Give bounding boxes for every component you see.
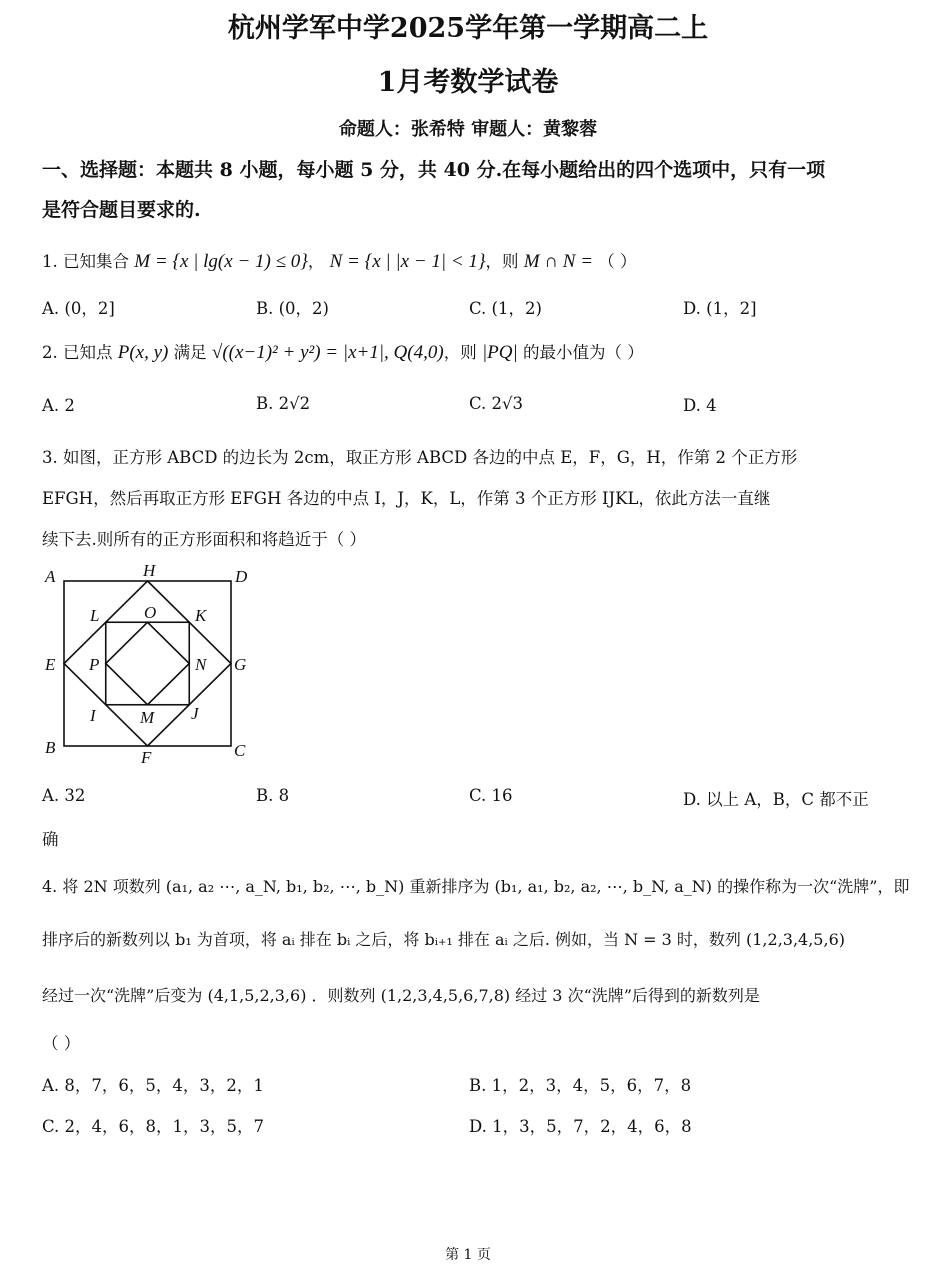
question-1-set-n: N = {x | |x − 1| < 1} [329,251,486,272]
question-2-option-d: D. 4 [683,396,717,415]
section-heading-line2: 是符合题目要求的. [42,199,201,221]
question-3-line1: 3. 如图，正方形 ABCD 的边长为 2cm，取正方形 ABCD 各边的中点 E，F，G，H，作第 2 个正方形 [42,448,798,467]
label-e: E [45,655,56,674]
label-a: A [45,567,56,586]
question-1-option-c: C. (1，2) [469,299,542,318]
question-4-line2: 排序后的新数列以 b₁ 为首项，将 aᵢ 排在 bᵢ 之后，将 bᵢ₊₁ 排在 aᵢ 之后. 例如，当 N = 3 时，数列 (1,2,3,4,5,6) [42,930,845,949]
question-4-option-d: D. 1，3，5，7，2，4，6，8 [469,1117,692,1136]
question-2-equation: √((x−1)² + y²) = |x+1|, Q(4,0) [211,342,444,363]
question-2-option-a: A. 2 [42,396,75,415]
question-3-option-c: C. 16 [469,786,513,805]
question-3-option-d: D. 以上 A，B，C 都不正 [683,790,869,809]
question-2-pq: |PQ| [481,342,518,363]
question-1-stem [42,248,637,273]
question-3-option-d-cont: 确 [42,830,59,849]
question-4-option-b: B. 1，2，3，4，5，6，7，8 [469,1076,692,1095]
nested-squares-figure [38,560,258,770]
question-3-line2: EFGH，然后再取正方形 EFGH 各边的中点 I，J，K，L，作第 3 个正方形 IJKL，依此方法一直继 [42,489,771,508]
question-2-prefix: 2. 已知点 [42,343,113,362]
question-4-line1: 4. 将 2N 项数列 (a₁, a₂ ⋯, a_N, b₁, b₂, ⋯, b_N) 重新排序为 (b₁, a₁, b₂, a₂, ⋯, b_N, a_N) 的操作称为一次“洗牌”，即 [42,877,910,896]
label-m: M [140,708,155,727]
question-3-line3: 续下去.则所有的正方形面积和将趋近于（ ） [42,530,366,549]
question-1-prefix: 1. 已知集合 [42,252,129,271]
question-4-line3: 经过一次“洗牌”后变为 (4,1,5,2,3,6) ．则数列 (1,2,3,4,5,6,7,8) 经过 3 次“洗牌”后得到的新数列是 [42,986,760,1005]
label-k: K [195,606,207,625]
page-number: 第 1 页 [445,1247,491,1263]
question-1-option-b: B. (0，2) [256,299,329,318]
question-2-suffix: 的最小值为（ ） [522,343,644,362]
question-4-option-c: C. 2，4，6，8，1，3，5，7 [42,1117,265,1136]
question-1-comma: ， [307,252,325,271]
question-1-expr: M ∩ N = [523,251,594,272]
square-mnop [106,622,190,705]
label-g: G [234,655,247,674]
label-l: L [90,606,100,625]
exam-authors: 命题人：张希特 审题人：黄黎蓉 [338,119,598,140]
label-j: J [191,704,199,723]
question-2-option-b: B. 2√2 [256,394,311,413]
question-2-stem [42,339,644,364]
label-i: I [90,706,96,725]
label-n: N [195,655,207,674]
label-h: H [143,561,156,580]
question-4-option-a: A. 8，7，6，5，4，3，2，1 [42,1076,264,1095]
question-2-cond: 满足 [173,343,207,362]
question-1-set-m: M = {x | lg(x − 1) ≤ 0} [134,251,308,272]
label-d: D [235,567,248,586]
section-heading-line1: 一、选择题：本题共 8 小题，每小题 5 分，共 40 分.在每小题给出的四个选项中，只有一项 [42,159,826,181]
label-b: B [45,738,56,757]
question-1-option-d: D. (1，2] [683,299,757,318]
question-1-paren: （ ） [598,252,637,271]
label-o: O [144,603,157,622]
question-2-then: ，则 [443,343,477,362]
question-2-option-c: C. 2√3 [469,394,524,413]
question-2-point: P(x, y) [117,342,169,363]
label-p: P [89,655,100,674]
exam-title-line1: 杭州学军中学2025学年第一学期高二上 [227,13,709,44]
question-1-option-a: A. (0，2] [42,299,115,318]
question-1-then: ，则 [485,252,519,271]
label-c: C [234,741,246,760]
question-4-line4: （ ） [42,1034,81,1053]
question-3-option-a: A. 32 [42,786,86,805]
square-ijkl [106,622,190,705]
question-3-option-b: B. 8 [256,786,290,805]
label-f: F [141,748,152,767]
exam-title-line2: 1月考数学试卷 [377,67,559,98]
